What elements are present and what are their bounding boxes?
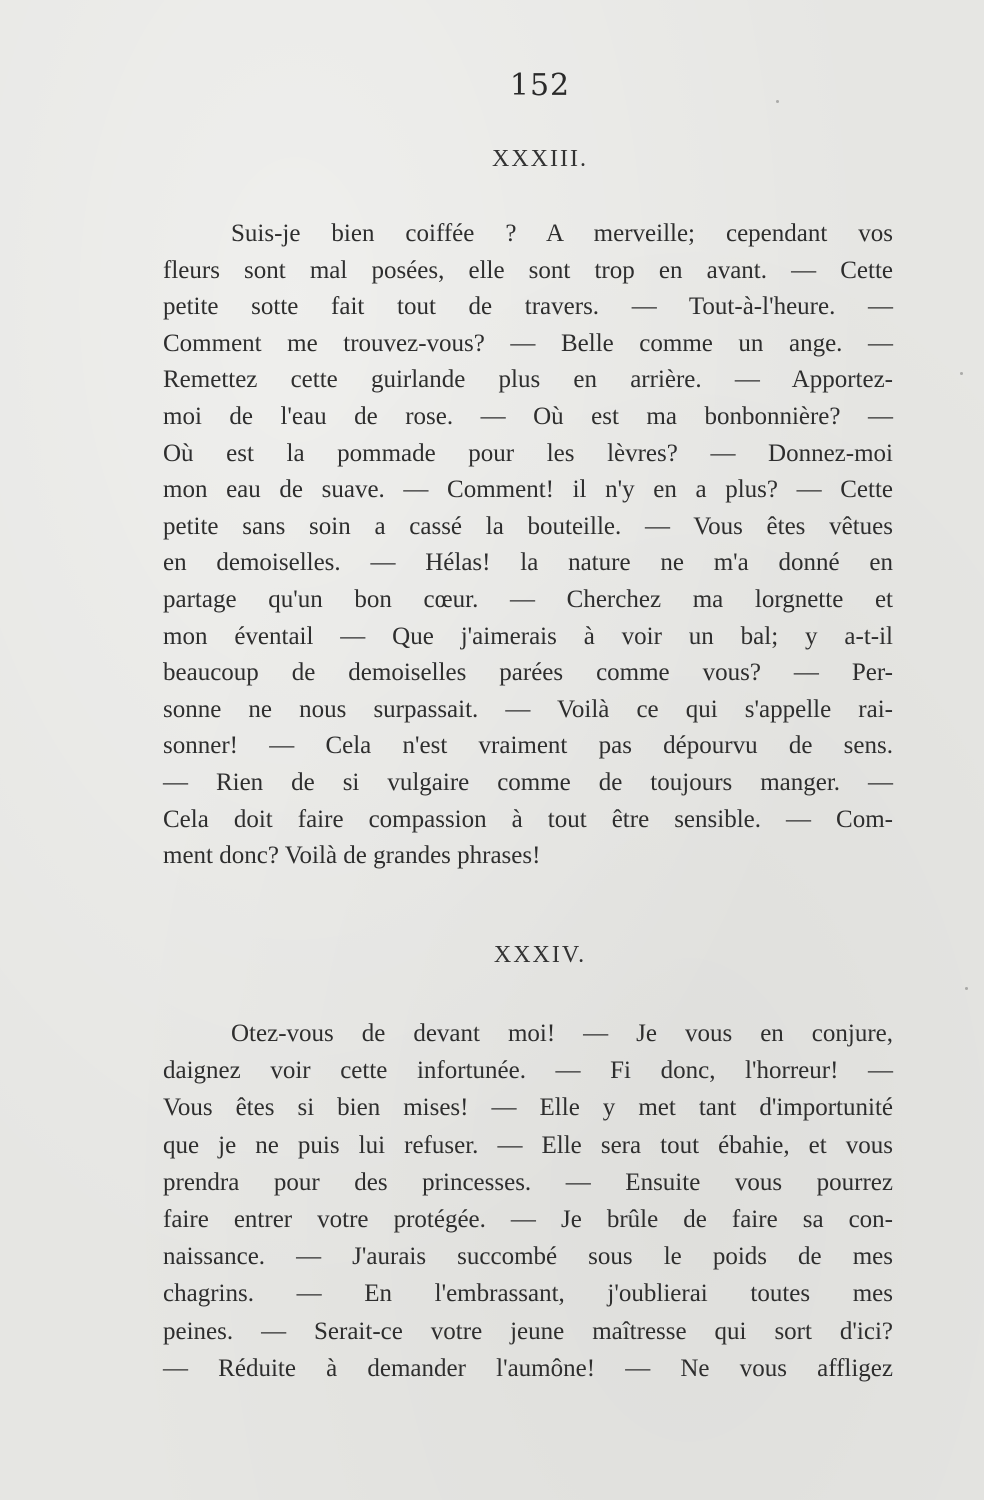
text-line: petite sans soin a cassé la bouteille. — Vous êtes vêtues [163, 512, 893, 540]
text-line: moi de l'eau de rose. — Où est ma bonbonnière? — [163, 402, 893, 430]
paper-speck [965, 987, 968, 990]
text-line: prendra pour des princesses. — Ensuite vous pourrez [163, 1168, 893, 1196]
text-line: que je ne puis lui refuser. — Elle sera tout ébahie, et vous [163, 1131, 893, 1159]
page-number: 152 [509, 68, 571, 103]
text-line: — Rien de si vulgaire comme de toujours manger. — [163, 768, 893, 796]
text-line: partage qu'un bon cœur. — Cherchez ma lorgnette et [163, 585, 893, 613]
section-heading-xxxiii: XXXIII. [492, 146, 588, 172]
text-line: chagrins. — En l'embrassant, j'oublierai toutes mes [163, 1280, 893, 1308]
text-line: beaucoup de demoiselles parées comme vous? — Per- [163, 659, 893, 687]
section-text-xxxiii [163, 216, 893, 875]
text-line: sonne ne nous surpassait. — Voilà ce qui s'appelle rai- [163, 695, 893, 723]
text-line: — Réduite à demander l'aumône! — Ne vous affligez [163, 1354, 893, 1382]
text-line: peines. — Serait-ce votre jeune maîtresse qui sort d'ici? [163, 1317, 893, 1345]
text-line: Suis-je bien coiffée ? A merveille; cependant vos [231, 220, 893, 247]
text-line: faire entrer votre protégée. — Je brûle de faire sa con- [163, 1205, 893, 1233]
text-line: Comment me trouvez-vous? — Belle comme un ange. — [163, 329, 893, 357]
text-line: sonner! — Cela n'est vraiment pas dépourvu de sens. [163, 732, 893, 760]
text-line: mon eau de suave. — Comment! il n'y en a plus? — Cette [163, 476, 893, 504]
text-line: Otez-vous de devant moi! — Je vous en conjure, [231, 1020, 893, 1047]
text-line: petite sotte fait tout de travers. — Tout-à-l'heure. — [163, 293, 893, 321]
text-line: Cela doit faire compassion à tout être sensible. — Com- [163, 805, 893, 833]
section-heading-xxxiv: XXXIV. [493, 942, 587, 968]
text-line: fleurs sont mal posées, elle sont trop en avant. — Cette [163, 256, 893, 284]
text-line: Remettez cette guirlande plus en arrière. — Apportez- [163, 366, 893, 394]
paper-speck [960, 372, 963, 375]
text-line: en demoiselles. — Hélas! la nature ne m'a donné en [163, 549, 893, 577]
text-line: naissance. — J'aurais succombé sous le poids de mes [163, 1243, 893, 1271]
paper-speck [776, 100, 779, 103]
text-line: Vous êtes si bien mises! — Elle y met tant d'importunité [163, 1094, 893, 1122]
section-text-xxxiv [163, 1015, 893, 1387]
text-line: Où est la pommade pour les lèvres? — Donnez-moi [163, 439, 893, 467]
text-line: daignez voir cette infortunée. — Fi donc, l'horreur! — [163, 1057, 893, 1085]
text-line: ment donc? Voilà de grandes phrases! [163, 842, 541, 870]
text-line: mon éventail — Que j'aimerais à voir un bal; y a-t-il [163, 622, 893, 650]
